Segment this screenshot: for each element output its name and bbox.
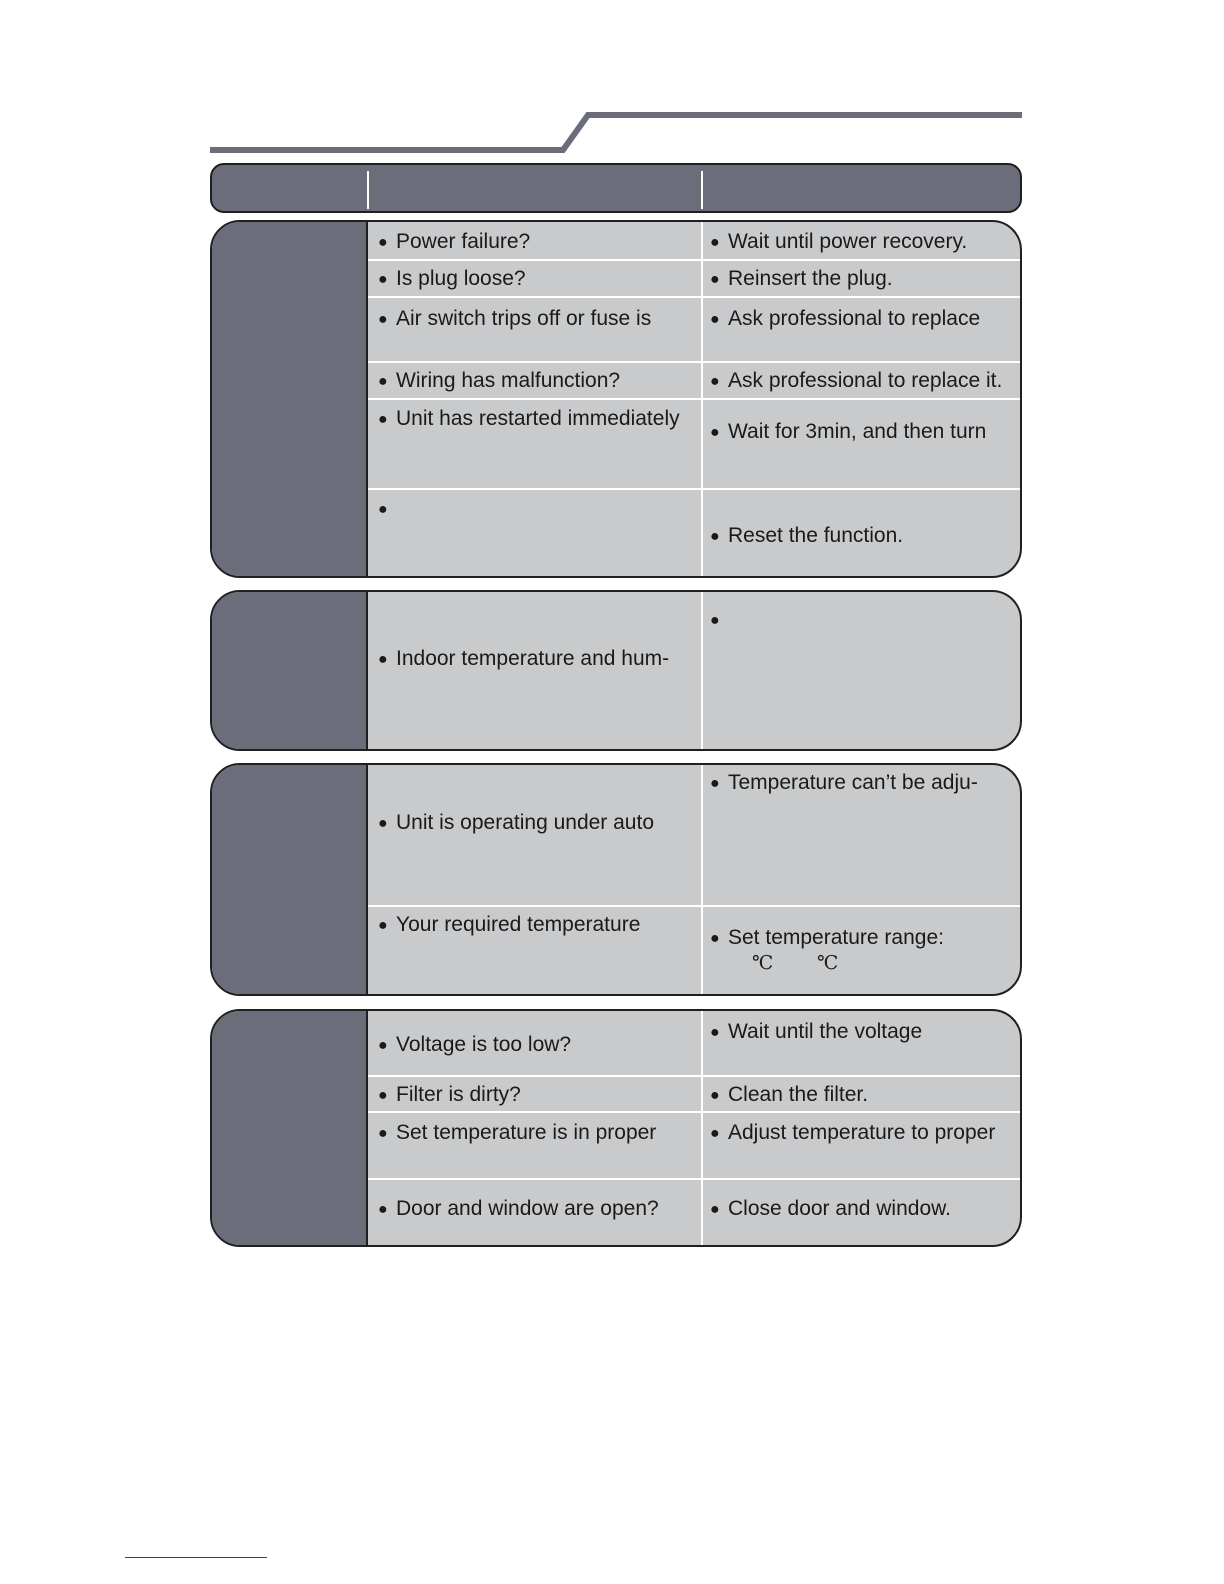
- table-header: [210, 163, 1022, 213]
- problem-cell: [212, 1011, 368, 1245]
- cause-text: ● Power failure?: [378, 230, 531, 253]
- cause-text: ● Filter is dirty?: [378, 1083, 521, 1106]
- solution-text: ● Wait for 3min, and then turn: [710, 420, 987, 443]
- column-divider: [701, 1011, 703, 1245]
- cause-text: ● Your required temperature: [378, 913, 641, 936]
- cause-text: ● Indoor temperature and hum-: [378, 647, 670, 670]
- row-divider: [368, 1075, 1020, 1077]
- header-divider: [367, 171, 369, 209]
- problem-cell: [212, 765, 368, 994]
- troubleshooting-group-1: [210, 220, 1022, 578]
- celsius-unit: ℃: [817, 952, 839, 974]
- row-divider: [368, 1111, 1020, 1113]
- row-divider: [368, 296, 1020, 298]
- troubleshooting-group-4: [210, 1009, 1022, 1247]
- solution-text: ● Reinsert the plug.: [710, 267, 893, 290]
- solution-text: ● Ask professional to replace it.: [710, 369, 1003, 392]
- header-divider: [701, 171, 703, 209]
- cause-text: ● Voltage is too low?: [378, 1033, 572, 1056]
- row-divider: [368, 398, 1020, 400]
- solution-text: ● Reset the function.: [710, 524, 904, 547]
- solution-text: ● Wait until power recovery.: [710, 230, 968, 253]
- cause-text: ● Door and window are open?: [378, 1197, 659, 1220]
- solution-text: ● Ask professional to replace: [710, 307, 981, 330]
- cause-text: ● Wiring has malfunction?: [378, 369, 621, 392]
- cause-text: ● Air switch trips off or fuse is: [378, 307, 652, 330]
- solution-text: ● Clean the filter.: [710, 1083, 869, 1106]
- solution-text: ● Temperature can’t be adju-: [710, 771, 978, 794]
- cause-text: ● Unit has restarted immediately: [378, 407, 680, 430]
- troubleshooting-group-2: [210, 590, 1022, 751]
- problem-cell: [212, 222, 368, 576]
- footer-link-underline: [125, 1557, 267, 1558]
- section-header-line: [0, 0, 1224, 170]
- row-divider: [368, 488, 1020, 490]
- cause-text: ● Set temperature is in proper: [378, 1121, 657, 1144]
- solution-text: ● Set temperature range:: [710, 926, 944, 949]
- row-divider: [368, 1178, 1020, 1180]
- row-divider: [368, 361, 1020, 363]
- troubleshooting-group-3: [210, 763, 1022, 996]
- solution-text: ● Close door and window.: [710, 1197, 951, 1220]
- column-divider: [701, 592, 703, 749]
- problem-cell: [212, 592, 368, 749]
- row-divider: [368, 259, 1020, 261]
- solution-text: ●: [710, 612, 720, 629]
- solution-text: ● Adjust temperature to proper: [710, 1121, 996, 1144]
- celsius-unit: ℃: [752, 952, 774, 974]
- cause-text: ● Is plug loose?: [378, 267, 526, 290]
- solution-text: ● Wait until the voltage: [710, 1020, 923, 1043]
- column-divider: [701, 765, 703, 994]
- cause-text: ● Unit is operating under auto: [378, 811, 654, 834]
- row-divider: [368, 905, 1020, 907]
- cause-text: ●: [378, 501, 388, 518]
